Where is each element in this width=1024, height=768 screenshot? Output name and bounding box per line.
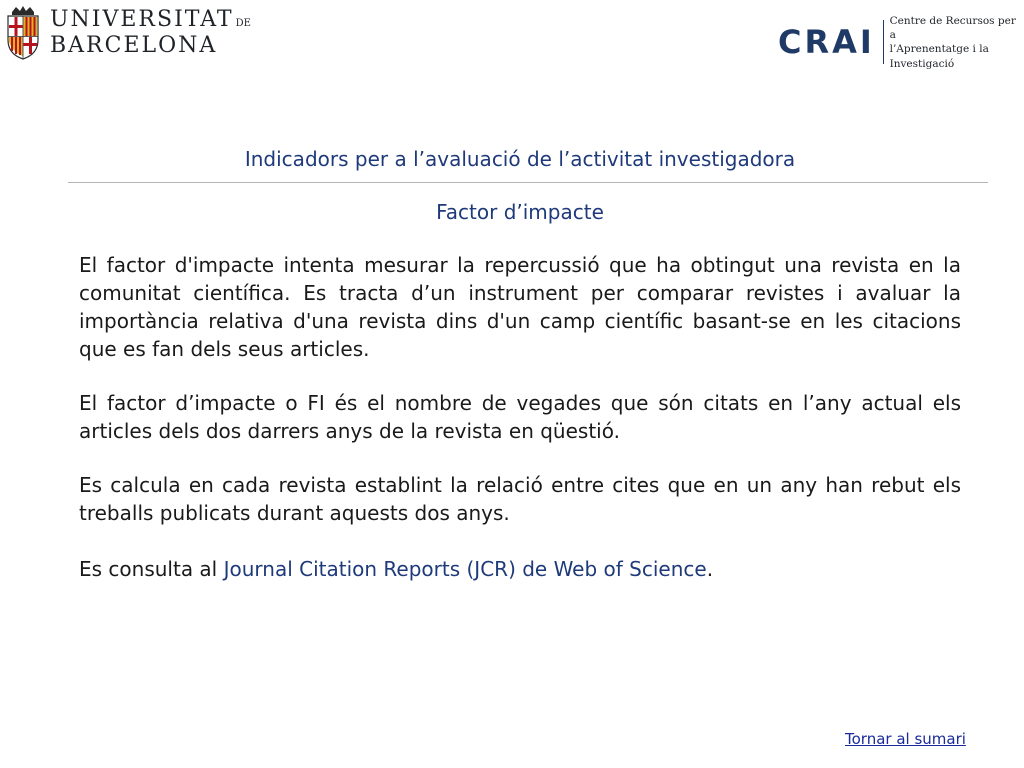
crai-divider [883,20,884,64]
jcr-link[interactable]: Journal Citation Reports (JCR) de Web of Science [223,557,707,581]
university-of-barcelona-logo [6,6,251,60]
ub-wordmark-line1: UNIVERSITAT [50,7,234,32]
crai-description-line2: l’Aprenentatge i la Investigació [889,43,989,70]
paragraph-definition: El factor d'impacte intenta mesurar la repercussió que ha obtingut una revista en la comunitat científica. Es tracta d’un instrument per comparar revistes i avaluar la importància relativa d'una revista dins d'un camp científic basant-se en les citacions que es fan dels seus articles. [79,253,961,361]
section-heading: Factor d’impacte [436,200,604,224]
ub-wordmark [50,9,251,57]
crai-logo [778,14,1024,71]
consult-prefix: Es consulta al [79,557,224,581]
slide-title: Indicadors per a l’avaluació de l’activitat investigadora [244,147,796,171]
paragraph-fi-meaning: El factor d’impacte o FI és el nombre de vegades que són citats en l’any actual els articles dels dos darrers anys de la revista en qüestió. [79,391,961,443]
ub-wordmark-line2: BARCELONA [50,33,218,58]
crai-description-line1: Centre de Recursos per a [889,15,1016,42]
crai-wordmark: CRAI [778,23,875,62]
title-divider [68,182,988,183]
back-to-summary-link[interactable]: Tornar al sumari [845,730,966,748]
ub-wordmark-de: DE [235,18,251,29]
paragraph-calculation: Es calcula en cada revista establint la relació entre cites que en un any han rebut els treballs publicats durant aquests dos anys. [79,473,961,525]
consult-suffix: . [706,557,714,581]
paragraph-consult [79,555,961,583]
ub-shield-icon [6,6,40,60]
crai-description [890,14,1024,71]
